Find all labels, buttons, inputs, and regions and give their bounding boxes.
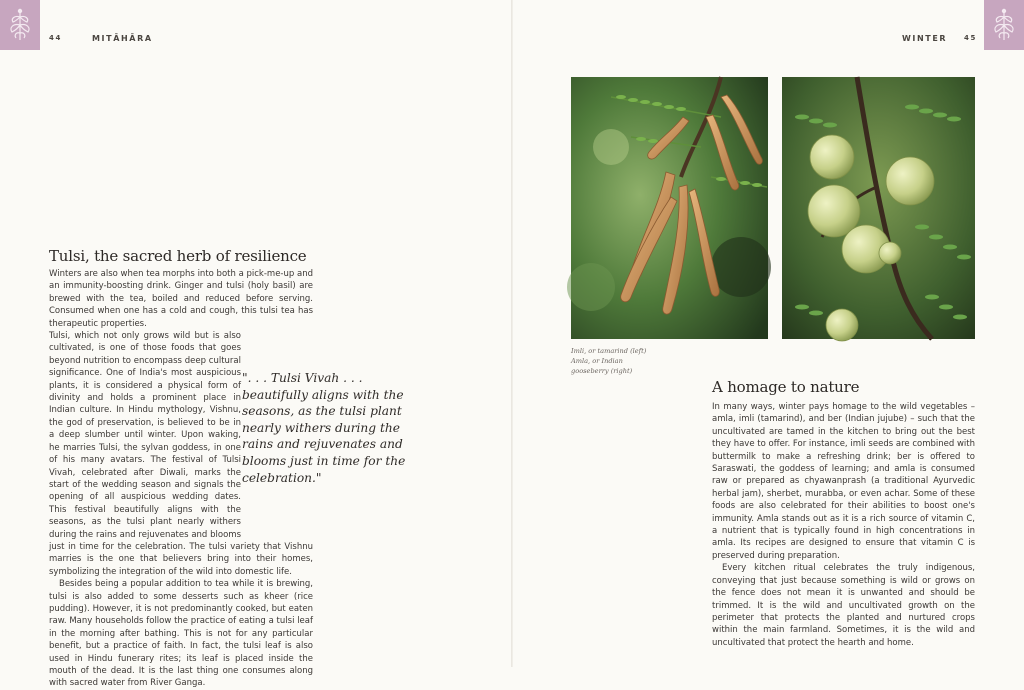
amla-photo bbox=[782, 77, 975, 339]
homage-body-text bbox=[712, 401, 975, 649]
paragraph: Every kitchen ritual celebrates the truly indigenous, conveying that just because something is wild or grows on the fence does not mean it is unwanted and should be trimmed. It is the wild and uncultivated growth on the perimeter that protects the planted and nurtured crops within the main farmland. Sometimes, it is the wild and uncultivated that protect the hearth and home. bbox=[712, 563, 975, 648]
paragraph: Besides being a popular addition to tea while it is brewing, tulsi is also added to some desserts such as kheer (rice pudding). However, it is not predominantly cooked, but eaten raw. Many households follow the practice of eating a tulsi leaf in the morning after bathing. This is not for any particular benefit, but a practice of faith. In fact, the tulsi leaf is also used in Hindu funerary rites; its leaf is placed inside the mouth of the dead. It is the last thing one consumes along with sacred water from River Ganga. bbox=[49, 579, 313, 689]
running-head-book-title: MITĀHĀRA bbox=[92, 34, 153, 43]
paragraph: In many ways, winter pays homage to the wild vegetables – amla, imli (tamarind), and ber (Indian jujube) – such that the uncultivated are tamed in the kitchen to bring out the best they have to offer. For instance, imli seeds are combined with buttermilk to make a refreshing drink; ber is offered to Saraswati, the goddess of learning; and amla is consumed raw or prepared as chyawanprash (a traditional Ayurvedic herbal jam), sherbet, murabba, or even achar. Some of these foods are also celebrated for their abilities to boost one's immunity. Amla stands out as it is a rich source of vitamin C, a nutrient that is typically found in high concentrations in amla. Its recipes are designed to ensure that vitamin C is preserved during preparation. bbox=[712, 402, 975, 561]
corner-ornament-left bbox=[0, 0, 40, 50]
floral-motif-icon bbox=[4, 7, 36, 43]
floral-motif-icon bbox=[988, 7, 1020, 43]
page-gutter bbox=[511, 0, 513, 667]
page-number-left: 44 bbox=[49, 34, 62, 42]
paragraph: Tulsi, which not only grows wild but is also cultivated, is one of those foods that goes beyond nutrition to encompass deep cultural significance. One of India's most auspicious plants, it is considered a physical form of divinity and holds a prominent place in Indian culture. In Hindu mythology, Vishnu, the god of preservation, is believed to be in a deep slumber until winter. Upon waking, he marries Tulsi, the sylvan goddess, in one of his many avatars. The festival of Tulsi Vivah, celebrated after Diwali, marks the start of the wedding season and signals the opening of all auspicious wedding dates. This festival beautifully aligns with the seasons, as the tulsi plant nearly withers during the rains and rejuvenates and blooms just in time for the celebration. The tulsi variety that Vishnu marries is the one that believers bring into their homes, symbolizing the integration of the wild into domestic life. bbox=[49, 331, 313, 577]
photo-caption: Imli, or tamarind (left) Amla, or Indian gooseberry (right) bbox=[571, 347, 647, 376]
tamarind-photo bbox=[571, 77, 768, 339]
paragraph: Winters are also when tea morphs into both a pick-me-up and an immunity-boosting drink. Ginger and tulsi (holy basil) are brewed with the tea, boiled and reduced before serving. Consumed when one has a cold and cough, this tulsi tea has therapeutic properties. bbox=[49, 269, 313, 329]
corner-ornament-right bbox=[984, 0, 1024, 50]
pull-quote: ". . . Tulsi Vivah . . . beautifully aligns with the seasons, as the tulsi plant nearly withers during the rains and rejuvenates and blooms just in time for the celebration." bbox=[242, 371, 406, 485]
section-heading-tulsi: Tulsi, the sacred herb of resilience bbox=[49, 247, 307, 265]
page-number-right: 45 bbox=[964, 34, 977, 42]
section-heading-homage: A homage to nature bbox=[712, 378, 860, 396]
running-head-chapter: WINTER bbox=[902, 34, 948, 43]
